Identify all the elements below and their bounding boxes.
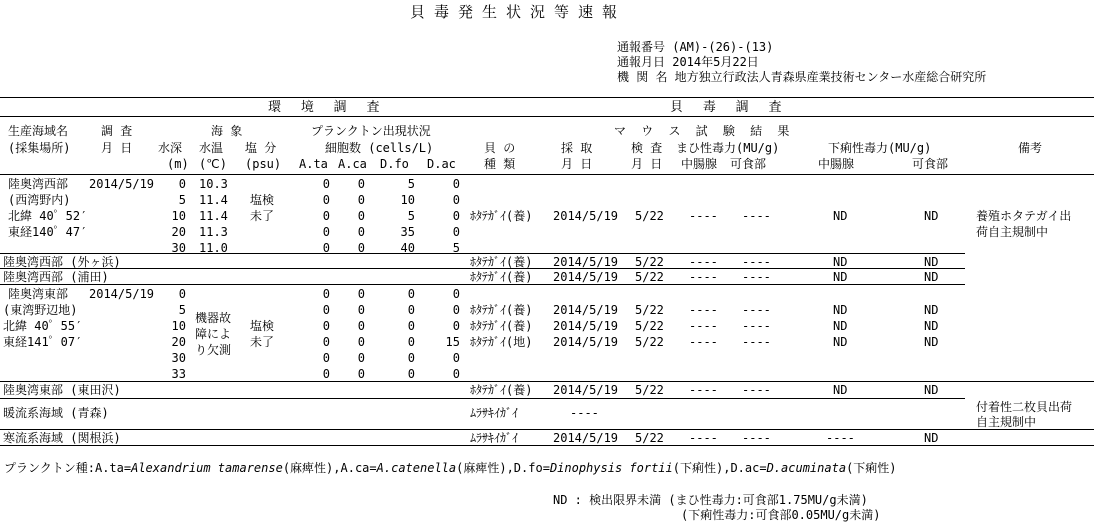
dac-value: 5: [452, 241, 460, 255]
date-header-sub: 月 日: [101, 141, 133, 155]
ata-value: 0: [322, 193, 330, 207]
aca-value: 0: [357, 209, 365, 223]
sampling-date: 2014/5/19: [553, 431, 619, 445]
dsp-gut-value: ND: [833, 319, 848, 333]
salinity-unit: (psu): [245, 157, 282, 171]
remarks-header: 備考: [1018, 141, 1043, 155]
page-title: 貝毒発生状況等速報: [410, 3, 627, 21]
ata-value: 0: [322, 351, 330, 365]
psp-gut-value: ----: [689, 431, 718, 445]
table-bottom-rule: [0, 445, 1094, 446]
report-number: 通報番号 (AM)-(26)-(13): [617, 40, 774, 54]
plankton-species-footnote: [4, 461, 897, 475]
dfo-value: 10: [400, 193, 415, 207]
temp-header: 水温: [199, 141, 224, 155]
dsp-edible-value: ND: [924, 335, 939, 349]
report-date: 通報月日 2014年5月22日: [617, 55, 759, 69]
dsp-edible-value: ND: [924, 431, 939, 445]
plankton-header: プランクトン出現状況: [311, 124, 431, 138]
psp-gut-header: 中腸腺: [681, 157, 718, 171]
salinity-note: 未了: [250, 209, 275, 223]
area-latitude: 北緯 40゜52′: [8, 209, 88, 223]
inspection-date: 5/22: [635, 335, 664, 349]
ata-value: 0: [322, 209, 330, 223]
area-name: 陸奥湾東部 (東田沢): [3, 383, 121, 397]
shell-header: 貝 の: [484, 141, 516, 155]
aca-value: 0: [357, 177, 365, 191]
area-longitude: 東経140゜47′: [8, 225, 88, 239]
psp-edible-value: ----: [742, 383, 771, 397]
inspection-date: 5/22: [635, 431, 664, 445]
psp-gut-value: ----: [689, 383, 718, 397]
cells-header: 細胞数 (cells/L): [325, 141, 434, 155]
temp-value: 11.0: [199, 241, 228, 255]
dsp-gut-value: ----: [826, 431, 855, 445]
footnote-species: Alexandrium tamarense: [131, 461, 283, 475]
ata-header: A.ta: [299, 157, 328, 171]
dsp-edible-value: ND: [924, 209, 939, 223]
depth-value: 5: [178, 303, 186, 317]
header-bottom-rule: [0, 174, 1094, 175]
dac-value: 15: [445, 335, 460, 349]
ata-value: 0: [322, 225, 330, 239]
sampling-date: 2014/5/19: [553, 209, 619, 223]
sampling-date: ----: [570, 406, 599, 420]
footnote-species: A.catenella: [376, 461, 457, 475]
ata-value: 0: [322, 319, 330, 333]
dsp-gut-value: ND: [833, 209, 848, 223]
temp-value: 11.4: [199, 193, 228, 207]
temp-value: 11.4: [199, 209, 228, 223]
area-name: 暖流系海域 (青森): [3, 406, 109, 420]
area-place: (東湾野辺地): [3, 303, 78, 317]
dsp-gut-value: ND: [833, 303, 848, 317]
footnote-text: (麻痺性),D.fo=: [456, 461, 550, 475]
dfo-value: 5: [407, 209, 415, 223]
temp-value: 11.3: [199, 225, 228, 239]
shell-header-sub: 種 類: [484, 157, 516, 171]
env-survey-header: 環 境 調 査: [268, 100, 386, 115]
temp-value: 10.3: [199, 177, 228, 191]
depth-value: 20: [171, 225, 186, 239]
area-header-sub: (採集場所): [8, 141, 71, 155]
inspection-date: 5/22: [635, 303, 664, 317]
shell-species: ﾎﾀﾃｶﾞｲ(養): [470, 209, 533, 223]
depth-header: 水深: [158, 141, 183, 155]
inspection-date: 5/22: [635, 383, 664, 397]
mouse-test-header: マ ウ ス 試 験 結 果: [614, 124, 794, 138]
depth-value: 0: [178, 177, 186, 191]
depth-value: 0: [178, 287, 186, 301]
row-rule: [0, 253, 965, 254]
sea-note: り欠測: [195, 343, 232, 357]
row-rule: [0, 429, 1094, 430]
temp-unit: (℃): [199, 157, 227, 171]
dac-value: 0: [452, 351, 460, 365]
psp-gut-value: ----: [689, 270, 718, 284]
ata-value: 0: [322, 241, 330, 255]
psp-edible-header: 可食部: [730, 157, 767, 171]
inspection-header-sub: 月 日: [631, 157, 663, 171]
sampling-date: 2014/5/19: [553, 335, 619, 349]
dsp-gut-value: ND: [833, 383, 848, 397]
dfo-value: 35: [400, 225, 415, 239]
report-org: 機 関 名 地方独立行政法人青森県産業技術センター水産総合研究所: [617, 70, 987, 84]
aca-header: A.ca: [338, 157, 367, 171]
dfo-value: 0: [407, 303, 415, 317]
depth-value: 10: [171, 319, 186, 333]
dac-header: D.ac: [427, 157, 456, 171]
sampling-header-sub: 月 日: [561, 157, 593, 171]
aca-value: 0: [357, 319, 365, 333]
dsp-gut-header: 中腸腺: [818, 157, 855, 171]
aca-value: 0: [357, 287, 365, 301]
dac-value: 0: [452, 303, 460, 317]
shell-species: ﾑﾗｻｷｲｶﾞｲ: [470, 406, 519, 420]
depth-value: 30: [171, 351, 186, 365]
aca-value: 0: [357, 367, 365, 381]
sampling-date: 2014/5/19: [553, 383, 619, 397]
dsp-gut-value: ND: [833, 255, 848, 269]
shell-species: ﾎﾀﾃｶﾞｲ(養): [470, 303, 533, 317]
shell-species: ﾎﾀﾃｶﾞｲ(養): [470, 319, 533, 333]
row-rule: [0, 398, 965, 399]
depth-value: 10: [171, 209, 186, 223]
remarks-text: 養殖ホタテガイ出: [976, 209, 1072, 223]
aca-value: 0: [357, 335, 365, 349]
dsp-gut-value: ND: [833, 270, 848, 284]
footnote-text: (麻痺性),A.ca=: [282, 461, 377, 475]
ata-value: 0: [322, 335, 330, 349]
psp-edible-value: ----: [742, 303, 771, 317]
ata-value: 0: [322, 303, 330, 317]
dsp-edible-value: ND: [924, 255, 939, 269]
psp-edible-value: ----: [742, 255, 771, 269]
area-header: 生産海域名: [8, 124, 69, 138]
ata-value: 0: [322, 367, 330, 381]
dfo-value: 5: [407, 177, 415, 191]
dsp-edible-value: ND: [924, 270, 939, 284]
area-name: 陸奥湾西部 (浦田): [3, 270, 109, 284]
aca-value: 0: [357, 241, 365, 255]
dac-value: 0: [452, 225, 460, 239]
shell-species: ﾎﾀﾃｶﾞｲ(養): [470, 383, 533, 397]
aca-value: 0: [357, 303, 365, 317]
psp-gut-value: ----: [689, 209, 718, 223]
dsp-header: 下痢性毒力(MU/g): [828, 141, 932, 155]
dsp-edible-value: ND: [924, 319, 939, 333]
date-header: 調 査: [101, 124, 133, 138]
area-latitude: 北緯 40゜55′: [3, 319, 83, 333]
sea-note: 機器故: [195, 311, 232, 325]
dac-value: 0: [452, 177, 460, 191]
psp-edible-value: ----: [742, 209, 771, 223]
footnote-text: プランクトン種:A.ta=: [4, 461, 132, 475]
toxin-survey-header: 貝 毒 調 査: [670, 100, 788, 115]
footnote-text: (下痢性): [846, 461, 897, 475]
dsp-gut-value: ND: [833, 335, 848, 349]
sampling-date: 2014/5/19: [553, 270, 619, 284]
salinity-note: 未了: [250, 335, 275, 349]
shell-species: ﾎﾀﾃｶﾞｲ(地): [470, 335, 533, 349]
footnote-species: D.acuminata: [766, 461, 847, 475]
psp-edible-value: ----: [742, 319, 771, 333]
dfo-value: 0: [407, 335, 415, 349]
area-name: 陸奥湾西部: [8, 177, 69, 191]
salinity-note: 塩検: [250, 193, 275, 207]
nd-note-line2: (下痢性毒力:可食部0.05MU/g未満): [681, 508, 881, 522]
psp-edible-value: ----: [742, 335, 771, 349]
remarks-text: 自主規制中: [976, 415, 1037, 429]
dfo-value: 0: [407, 319, 415, 333]
dfo-value: 0: [407, 287, 415, 301]
sampling-date: 2014/5/19: [553, 255, 619, 269]
aca-value: 0: [357, 225, 365, 239]
remarks-text: 付着性二枚貝出荷: [976, 400, 1073, 414]
inspection-date: 5/22: [635, 270, 664, 284]
psp-gut-value: ----: [689, 303, 718, 317]
dfo-value: 40: [400, 241, 415, 255]
psp-gut-value: ----: [689, 319, 718, 333]
psp-gut-value: ----: [689, 335, 718, 349]
section-header-rule: [0, 116, 1094, 117]
dsp-edible-value: ND: [924, 383, 939, 397]
dac-value: 0: [452, 287, 460, 301]
dfo-header: D.fo: [380, 157, 409, 171]
dac-value: 0: [452, 193, 460, 207]
shell-species: ﾑﾗｻｷｲｶﾞｲ: [470, 431, 519, 445]
dsp-edible-header: 可食部: [912, 157, 949, 171]
sampling-date: 2014/5/19: [553, 303, 619, 317]
dac-value: 0: [452, 367, 460, 381]
depth-value: 20: [171, 335, 186, 349]
nd-note: ND : 検出限界未満 (まひ性毒力:可食部1.75MU/g未満): [553, 493, 868, 507]
aca-value: 0: [357, 193, 365, 207]
inspection-date: 5/22: [635, 255, 664, 269]
aca-value: 0: [357, 351, 365, 365]
ata-value: 0: [322, 287, 330, 301]
survey-date: 2014/5/19: [89, 287, 155, 301]
depth-value: 5: [178, 193, 186, 207]
dfo-value: 0: [407, 351, 415, 365]
dsp-edible-value: ND: [924, 303, 939, 317]
sea-header: 海 象: [211, 124, 243, 138]
depth-unit: (m): [167, 157, 189, 171]
dac-value: 0: [452, 319, 460, 333]
inspection-date: 5/22: [635, 209, 664, 223]
ata-value: 0: [322, 177, 330, 191]
sampling-header: 採 取: [561, 141, 593, 155]
psp-edible-value: ----: [742, 431, 771, 445]
salinity-header: 塩 分: [245, 141, 277, 155]
footnote-species: Dinophysis fortii: [549, 461, 673, 475]
sampling-date: 2014/5/19: [553, 319, 619, 333]
inspection-header: 検 査: [631, 141, 663, 155]
psp-edible-value: ----: [742, 270, 771, 284]
sea-note: 障によ: [195, 327, 232, 341]
psp-header: まひ性毒力(MU/g): [676, 141, 780, 155]
salinity-note: 塩検: [250, 319, 275, 333]
shell-species: ﾎﾀﾃｶﾞｲ(養): [470, 270, 533, 284]
shell-species: ﾎﾀﾃｶﾞｲ(養): [470, 255, 533, 269]
remarks-text: 荷自主規制中: [976, 225, 1049, 239]
footnote-text: (下痢性),D.ac=: [672, 461, 767, 475]
dfo-value: 0: [407, 367, 415, 381]
area-longitude: 東経141゜07′: [3, 335, 83, 349]
area-name: 陸奥湾東部: [8, 287, 69, 301]
inspection-date: 5/22: [635, 319, 664, 333]
row-rule: [0, 284, 965, 285]
survey-date: 2014/5/19: [89, 177, 155, 191]
table-top-rule: [0, 97, 1094, 98]
psp-gut-value: ----: [689, 255, 718, 269]
dac-value: 0: [452, 209, 460, 223]
area-name: 陸奥湾西部 (外ヶ浜): [3, 255, 121, 269]
area-name: 寒流系海域 (関根浜): [3, 431, 121, 445]
row-rule: [0, 381, 1094, 382]
area-place: (西湾野内): [8, 193, 71, 207]
depth-value: 33: [171, 367, 186, 381]
depth-value: 30: [171, 241, 186, 255]
